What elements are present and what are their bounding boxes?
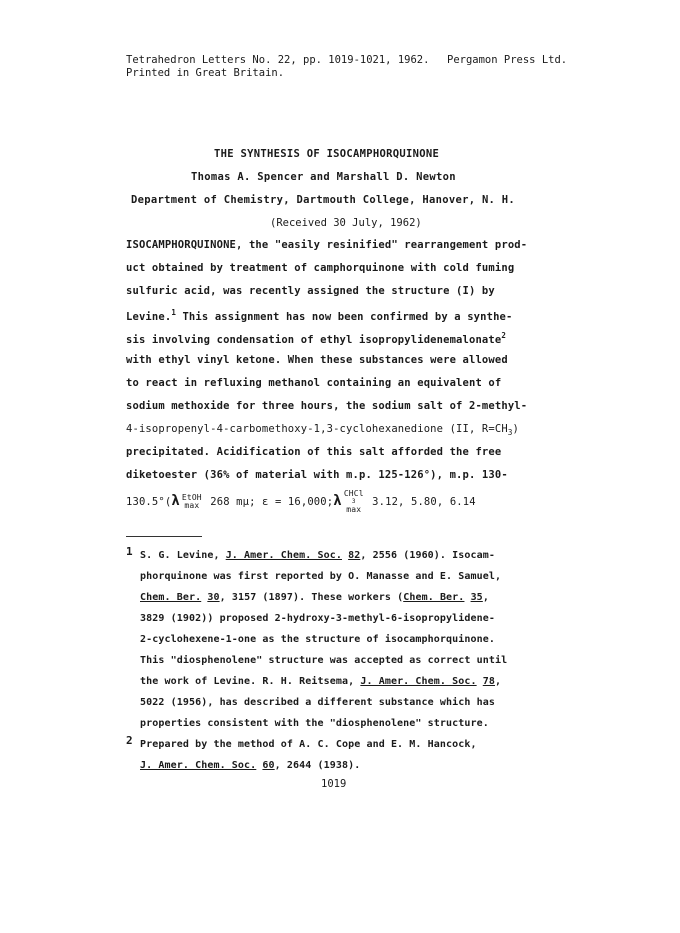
body-text: 268 mμ; ε = 16,000; [203,496,334,508]
body-text: 4-isopropenyl-4-carbomethoxy-1,3-cyclohexanedione (II, R=CH [126,423,508,435]
footnote-1-line-1 [140,550,495,561]
footnote-2-line-2 [140,760,360,771]
footnote-ref-2: 2 [501,331,507,340]
footnote-1-line-2: phorquinone was first reported by O. Manasse and E. Samuel, [140,571,502,582]
fn-text: , 2644 (1938). [274,760,361,771]
body-text: 130.5°( [126,496,172,508]
body-line-4 [126,308,513,323]
body-line-9 [126,423,519,437]
body-line-11: diketoester (36% of material with m.p. 125-126°), m.p. 130- [126,469,508,481]
lambda-annotation-ethanol [182,494,202,510]
fn-text: , 2556 (1960). Isocam- [360,550,496,561]
solvent-text: CHCl [343,489,364,498]
article-title: THE SYNTHESIS OF ISOCAMPHORQUINONE [214,148,440,160]
max-label: max [346,505,362,514]
volume: 82 [348,550,361,561]
max-label: max [184,501,200,510]
body-text: ) [512,423,519,435]
lambda-symbol: λ [333,493,342,509]
fn-text: S. G. Levine, [140,550,226,561]
journal-name: J. Amer. Chem. Soc. [225,550,342,561]
fn-text: the work of Levine. R. H. Reitsema, [140,676,361,687]
footnote-1-line-8: 5022 (1956), has described a different substance which has [140,697,495,708]
footnote-1-line-3 [140,592,489,603]
journal-citation: Tetrahedron Letters No. 22, pp. 1019-1021, 1962. [126,54,430,66]
volume: 35 [470,592,483,603]
body-line-7: to react in refluxing methanol containing an equivalent of [126,377,502,389]
publisher: Pergamon Press Ltd. [447,54,568,66]
journal-name: J. Amer. Chem. Soc. [140,760,257,771]
volume: 60 [262,760,275,771]
body-line-1: ISOCAMPHORQUINONE, the "easily resinified" rearrangement prod- [126,239,528,251]
fn-text: , [495,676,502,687]
body-text: This assignment has now been confirmed by a synthe- [175,311,513,323]
body-text: sis involving condensation of ethyl isopropylidenemalonate [126,334,502,346]
body-text: 3.12, 5.80, 6.14 [365,496,476,508]
affiliation: Department of Chemistry, Dartmouth College, Hanover, N. H. [131,194,516,206]
body-line-8: sodium methoxide for three hours, the sodium salt of 2-methyl- [126,400,528,412]
subscript: 3 [507,428,513,437]
body-text: Levine. [126,311,172,323]
footnote-mark-1: 1 [126,545,133,558]
received-date: (Received 30 July, 1962) [270,217,422,229]
volume: 78 [482,676,496,687]
footnote-2-line-1: Prepared by the method of A. C. Cope and E. M. Hancock, [140,739,477,750]
footnote-1-line-7 [140,676,501,687]
lambda-annotation-chloroform [344,490,364,514]
subscript: 3 [351,498,356,505]
footnote-ref-1: 1 [171,308,176,317]
fn-text: , [482,592,489,603]
footnote-1-line-6: This "diosphenolene" structure was accepted as correct until [140,655,508,666]
solvent-label [344,490,364,506]
fn-text: , 3157 (1897). These workers ( [219,592,404,603]
body-line-12 [126,490,476,514]
lambda-symbol: λ [171,493,180,509]
body-line-2: uct obtained by treatment of camphorquinone with cold fuming [126,262,515,274]
journal-name: Chem. Ber. [403,592,465,603]
volume: 30 [207,592,220,603]
journal-name: J. Amer. Chem. Soc. [360,676,477,687]
page-number: 1019 [321,778,347,790]
footnote-1-line-9: properties consistent with the "diosphenolene" structure. [140,718,489,729]
footnote-1-line-4: 3829 (1902)) proposed 2-hydroxy-3-methyl-6-isopropylidene- [140,613,495,624]
printed-note: Printed in Great Britain. [126,67,285,79]
footnote-rule [126,536,202,537]
footnote-mark-2: 2 [126,734,133,747]
journal-name: Chem. Ber. [140,592,202,603]
authors: Thomas A. Spencer and Marshall D. Newton [191,171,456,183]
footnote-1-line-5: 2-cyclohexene-1-one as the structure of isocamphorquinone. [140,634,495,645]
solvent-label: EtOH [181,493,202,502]
body-line-3: sulfuric acid, was recently assigned the structure (I) by [126,285,495,297]
body-line-10: precipitated. Acidification of this salt afforded the free [126,446,502,458]
body-line-5 [126,331,506,346]
body-line-6: with ethyl vinyl ketone. When these substances were allowed [126,354,508,366]
